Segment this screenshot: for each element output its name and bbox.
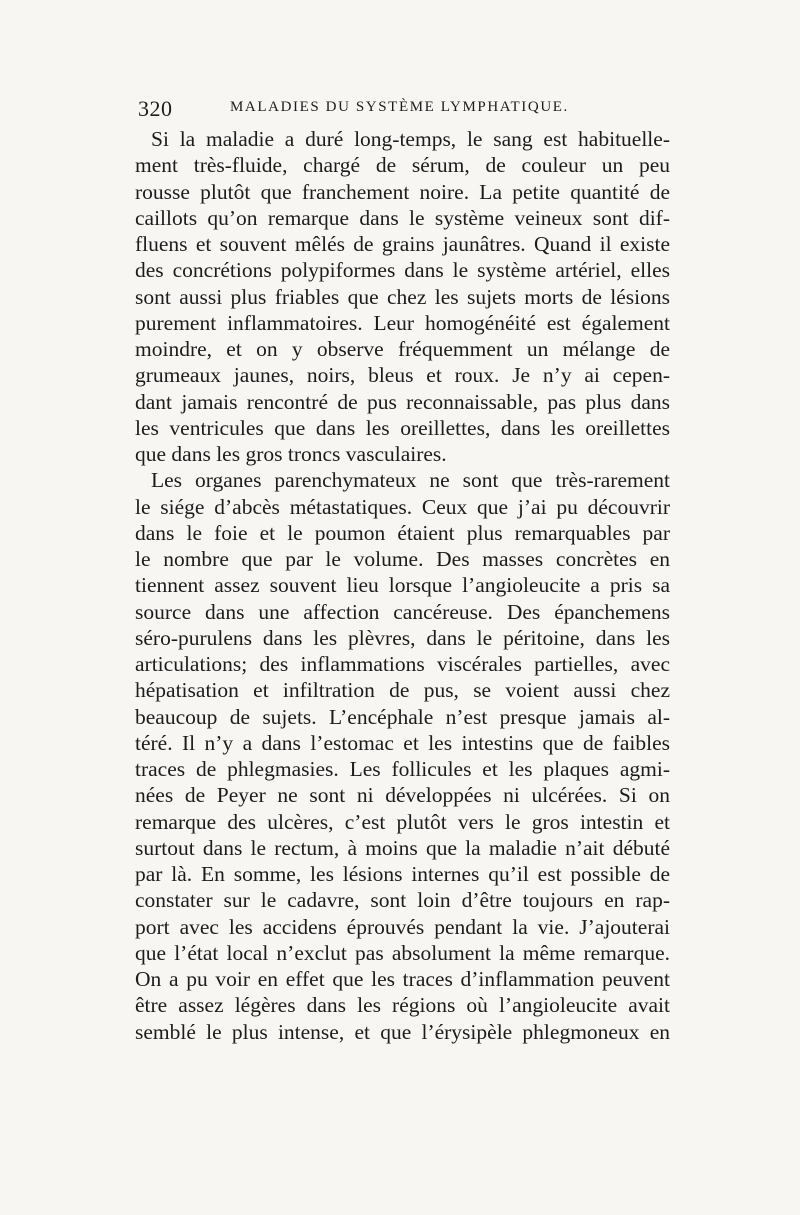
text-line: que dans les gros troncs vasculaires. <box>135 442 447 466</box>
page-number: 320 <box>138 96 173 121</box>
text-line: des concrétions polypiformes dans le système artériel, elles <box>135 258 670 283</box>
text-line: Si la maladie a duré long-temps, le sang est habituelle- <box>151 127 670 151</box>
text-line: remarque des ulcères, c’est plutôt vers le gros intestin et <box>135 809 670 834</box>
text-line: articulations; des inflammations viscérales partielles, avec <box>135 652 670 676</box>
text-line: ment très-fluide, chargé de sérum, de couleur un peu <box>135 153 670 178</box>
page-header <box>138 96 678 122</box>
text-line: sont aussi plus friables que chez les sujets morts de lésions <box>135 284 670 309</box>
text-line: téré. Il n’y a dans l’estomac et les intestins que de faibles <box>135 730 670 755</box>
text-line: semblé le plus intense, et que l’érysipèle phlegmoneux en <box>135 1019 670 1044</box>
text-line: dant jamais rencontré de pus reconnaissable, pas plus dans <box>135 389 670 414</box>
text-line: On a pu voir en effet que les traces d’inflammation peuvent <box>135 967 670 991</box>
text-line: Les organes parenchymateux ne sont que très-rarement <box>151 468 670 493</box>
text-line: les ventricules que dans les oreillettes, dans les oreillettes <box>135 415 670 440</box>
text-line: être assez légères dans les régions où l’angioleucite avait <box>135 993 670 1018</box>
text-line: que l’état local n’exclut pas absolument la même remarque. <box>135 940 670 965</box>
text-line: port avec les accidens éprouvés pendant la vie. J’ajouterai <box>135 914 670 939</box>
text-line: séro-purulens dans les plèvres, dans le péritoine, dans les <box>135 625 670 650</box>
text-line: fluens et souvent mêlés de grains jaunâtres. Quand il existe <box>135 232 670 256</box>
text-line: le siége d’abcès métastatiques. Ceux que j’ai pu découvrir <box>135 494 670 519</box>
body-text <box>135 126 670 1045</box>
text-line: purement inflammatoires. Leur homogénéité est également <box>135 310 670 335</box>
text-line: source dans une affection cancéreuse. Des épanchemens <box>135 599 670 624</box>
text-line: hépatisation et infiltration de pus, se voient aussi chez <box>135 678 670 703</box>
text-line: rousse plutôt que franchement noire. La petite quantité de <box>135 179 670 204</box>
text-line: constater sur le cadavre, sont loin d’être toujours en rap- <box>135 888 670 913</box>
text-line: tiennent assez souvent lieu lorsque l’angioleucite a pris sa <box>135 573 670 598</box>
text-line: grumeaux jaunes, noirs, bleus et roux. Je n’y ai cepen- <box>135 363 670 388</box>
text-line: moindre, et on y observe fréquemment un mélange de <box>135 337 670 361</box>
text-line: par là. En somme, les lésions internes qu’il est possible de <box>135 862 670 886</box>
text-line: le nombre que par le volume. Des masses concrètes en <box>135 547 670 571</box>
text-line: nées de Peyer ne sont ni développées ni ulcérées. Si on <box>135 783 670 808</box>
text-line: traces de phlegmasies. Les follicules et les plaques agmi- <box>135 757 670 781</box>
text-line: caillots qu’on remarque dans le système veineux sont dif- <box>135 205 670 230</box>
text-line: dans le foie et le poumon étaient plus remarquables par <box>135 520 670 545</box>
running-title: MALADIES DU SYSTÈME LYMPHATIQUE. <box>230 99 569 115</box>
text-line: beaucoup de sujets. L’encéphale n’est presque jamais al- <box>135 704 670 729</box>
text-line: surtout dans le rectum, à moins que la maladie n’ait débuté <box>135 835 670 860</box>
